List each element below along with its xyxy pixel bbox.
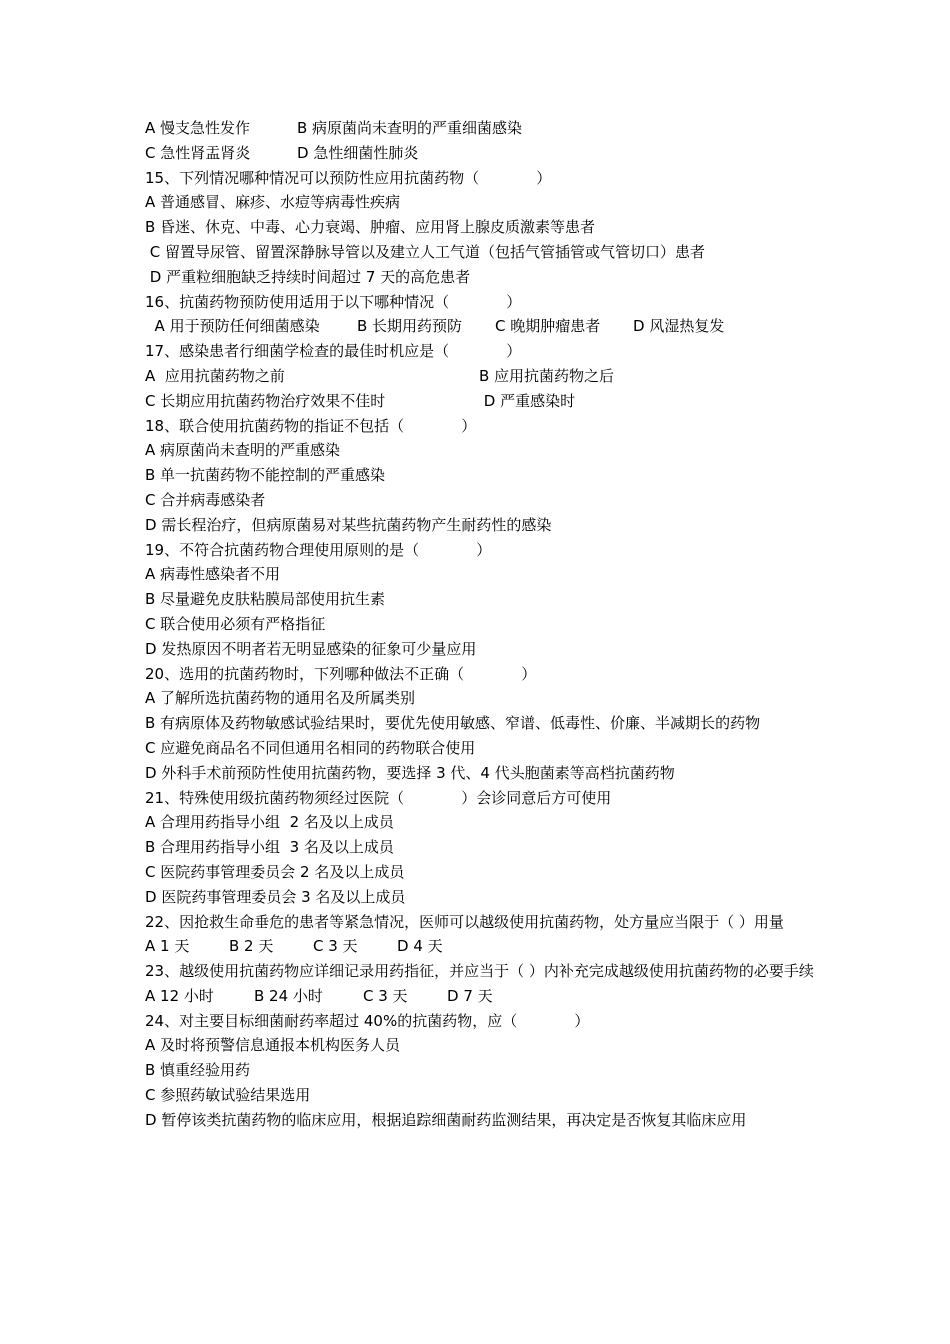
text-line-q15-b: B 昏迷、休克、中毒、心力衰竭、肿瘤、应用肾上腺皮质激素等患者 (145, 218, 596, 237)
option-q22-opts-0: A 1 天 (145, 937, 190, 956)
text-line-q15-c: C 留置导尿管、留置深静脉导管以及建立人工气道（包括气管插管或气管切口）患者 (145, 242, 706, 261)
option-q22-opts-3: D 4 天 (397, 937, 443, 956)
text-line-q19-c: C 联合使用必须有严格指征 (145, 614, 326, 633)
text-line-q20: 20、选用的抗菌药物时，下列哪种做法不正确（ ） (145, 664, 537, 683)
text-line-q18: 18、联合使用抗菌药物的指证不包括（ ） (145, 416, 477, 435)
option-row-q23-opts (145, 984, 815, 1009)
option-q23-opts-3: D 7 天 (447, 986, 493, 1005)
text-line-q24-a: A 及时将预警信息通报本机构医务人员 (145, 1036, 401, 1055)
option-q23-opts-2: C 3 天 (363, 986, 408, 1005)
option-q17-row2-0: C 长期应用抗菌药物治疗效果不佳时 (145, 391, 386, 410)
text-line-q21-d: D 医院药事管理委员会 3 名及以上成员 (145, 887, 406, 906)
option-q16-opts-0: A 用于预防任何细菌感染 (145, 317, 320, 336)
text-line-q15: 15、下列情况哪种情况可以预防性应用抗菌药物（ ） (145, 168, 552, 187)
text-line-q19: 19、不符合抗菌药物合理使用原则的是（ ） (145, 540, 492, 559)
text-line-q21-a: A 合理用药指导小组 2 名及以上成员 (145, 813, 394, 832)
option-row-q22-opts (145, 934, 815, 959)
text-line-q24-b: B 慎重经验用药 (145, 1061, 251, 1080)
text-line-q20-b: B 有病原体及药物敏感试验结果时，要优先使用敏感、窄谱、低毒性、价廉、半减期长的药物 (145, 714, 761, 733)
text-line-q21: 21、特殊使用级抗菌药物须经过医院（ ）会诊同意后方可使用 (145, 788, 612, 807)
text-line-q22: 22、因抢救生命垂危的患者等紧急情况，医师可以越级使用抗菌药物，处方量应当限于（ ）用量 (145, 912, 784, 931)
text-line-q20-a: A 了解所选抗菌药物的通用名及所属类别 (145, 689, 416, 708)
option-q22-opts-2: C 3 天 (313, 937, 358, 956)
text-line-q23: 23、越级使用抗菌药物应详细记录用药指征，并应当于（ ）内补充完成越级使用抗菌药物的必要手续 (145, 962, 814, 981)
text-line-q18-a: A 病原菌尚未查明的严重感染 (145, 441, 341, 460)
text-line-q15-d: D 严重粒细胞缺乏持续时间超过 7 天的高危患者 (145, 267, 471, 286)
option-q14-row1-1: B 病原菌尚未查明的严重细菌感染 (297, 119, 523, 137)
option-q17-row1-1: B 应用抗菌药物之后 (479, 366, 615, 385)
text-line-q18-b: B 单一抗菌药物不能控制的严重感染 (145, 466, 386, 485)
option-q14-row1-0: A 慢支急性发作 (145, 119, 251, 137)
option-q23-opts-1: B 24 小时 (254, 986, 323, 1005)
option-row-q17-row2 (145, 389, 815, 414)
text-line-q24: 24、对主要目标细菌耐药率超过 40%的抗菌药物，应（ ） (145, 1011, 590, 1030)
option-q16-opts-3: D 风湿热复发 (633, 317, 725, 336)
text-line-q20-d: D 外科手术前预防性使用抗菌药物，要选择 3 代、4 代头胞菌素等高档抗菌药物 (145, 763, 675, 782)
text-line-q16: 16、抗菌药物预防使用适用于以下哪种情况（ ） (145, 292, 522, 311)
question-list (145, 116, 815, 1133)
option-row-q14-row1 (145, 116, 815, 141)
option-q17-row2-1: D 严重感染时 (479, 391, 576, 410)
text-line-q24-c: C 参照药敏试验结果选用 (145, 1086, 311, 1105)
option-q14-row2-1: D 急性细菌性肺炎 (297, 143, 419, 162)
text-line-q19-d: D 发热原因不明者若无明显感染的征象可少量应用 (145, 639, 477, 658)
option-q16-opts-2: C 晚期肿瘤患者 (495, 317, 601, 336)
option-row-q14-row2 (145, 141, 815, 166)
text-line-q15-a: A 普通感冒、麻疹、水痘等病毒性疾病 (145, 193, 401, 212)
text-line-q20-c: C 应避免商品名不同但通用名相同的药物联合使用 (145, 738, 476, 757)
text-line-q19-a: A 病毒性感染者不用 (145, 565, 281, 584)
option-row-q16-opts (145, 314, 815, 339)
text-line-q19-b: B 尽量避免皮肤粘膜局部使用抗生素 (145, 590, 386, 609)
option-q17-row1-0: A 应用抗菌药物之前 (145, 366, 285, 385)
text-line-q18-c: C 合并病毒感染者 (145, 490, 266, 509)
text-line-q18-d: D 需长程治疗，但病原菌易对某些抗菌药物产生耐药性的感染 (145, 515, 552, 534)
option-row-q17-row1 (145, 364, 815, 389)
option-q14-row2-0: C 急性肾盂肾炎 (145, 143, 251, 162)
text-line-q17: 17、感染患者行细菌学检查的最佳时机应是（ ） (145, 342, 522, 361)
option-q22-opts-1: B 2 天 (229, 937, 274, 956)
text-line-q21-b: B 合理用药指导小组 3 名及以上成员 (145, 838, 394, 857)
option-q16-opts-1: B 长期用药预防 (357, 317, 463, 336)
text-line-q24-d: D 暂停该类抗菌药物的临床应用，根据追踪细菌耐药监测结果，再决定是否恢复其临床应用 (145, 1110, 747, 1129)
option-q23-opts-0: A 12 小时 (145, 986, 214, 1005)
text-line-q21-c: C 医院药事管理委员会 2 名及以上成员 (145, 862, 405, 881)
